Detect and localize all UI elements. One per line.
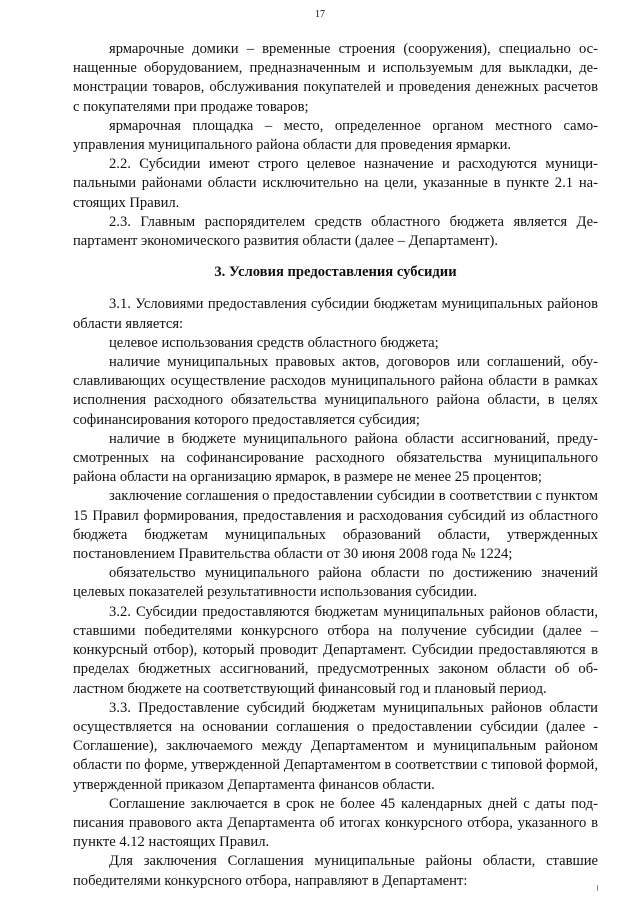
document-body — [73, 40, 598, 891]
paragraph: 3.2. Субсидии предоставляются бюджетам муниципальных районов области, ставшими победителями конкурсного отбора на получение субсидии (далее – конкурсный отбор), который проводит Департамент. Субсидии предоставляются в пределах бюджетных ассигнований, предусмотренных законом области об областном бюджете на соответствующий финансовый год и плановый период. — [73, 603, 598, 697]
paragraph: 2.2. Субсидии имеют строго целевое назначение и расходуются муниципальными районами области исключительно на цели, указанные в пункте 2.1 настоящих Правил. — [73, 156, 598, 211]
paragraph: 2.3. Главным распорядителем средств областного бюджета является Департамент экономического развития области (далее – Департамент). — [73, 213, 598, 250]
paragraph: Соглашение заключается в срок не более 45 календарных дней с даты подписания правового акта Департамента об итогах конкурсного отбора, указанного в пункте 4.12 настоящих Правил. — [73, 795, 598, 851]
paragraph: 3.1. Условиями предоставления субсидии бюджетам муниципальных районов области является: — [73, 296, 598, 332]
paragraph: обязательство муниципального района области по достижению значений целевых показателей результативности использования субсидии. — [73, 565, 598, 601]
paragraph: ярмарочные домики – временные строения (сооружения), специально оснащенные оборудованием, предназначенным и используемым для выкладки, демонстрации товаров, обслуживания покупателей и проведения денежных расчетов с покупателями при продаже товаров; — [73, 41, 598, 115]
paragraph: наличие муниципальных правовых актов, договоров или соглашений, обуславливающих осуществление расходов муниципального района области в рамках исполнения расходного обязательства муниципального района области, в целях софинансирования которого предоставляется субсидия; — [73, 354, 598, 428]
scan-mark — [597, 885, 598, 891]
paragraph: 3.3. Предоставление субсидий бюджетам муниципальных районов области осуществляется на основании соглашения о предоставлении субсидии (далее - Соглашение), заключаемого между Департаментом и муниципальным районом области по форме, утвержденной Департаментом в соответствии с типовой формой, утвержденной приказом Департамента финансов области. — [73, 699, 598, 793]
paragraph: целевое использования средств областного бюджета; — [109, 334, 439, 351]
paragraph: наличие в бюджете муниципального района области ассигнований, предусмотренных на софинансирование расходного обязательства муниципального района области на организацию ярмарок, в размере не менее 25 процентов; — [73, 430, 598, 486]
paragraph: заключение соглашения о предоставлении субсидии в соответствии с пунктом 15 Правил формирования, предоставления и расходования субсидий из областного бюджета бюджетам муниципальных образований области, утвержденных постановлением Правительства области от 30 июня 2008 года № 1224; — [73, 488, 598, 563]
paragraph: Для заключения Соглашения муниципальные районы области, ставшие победителями конкурсного отбора, направляют в Департамент: — [73, 853, 598, 889]
page-number: 17 — [315, 9, 325, 20]
section-heading: 3. Условия предоставления субсидии — [214, 264, 457, 281]
paragraph: ярмарочная площадка – место, определенное органом местного самоуправления муниципального района области для проведения ярмарки. — [73, 117, 598, 154]
